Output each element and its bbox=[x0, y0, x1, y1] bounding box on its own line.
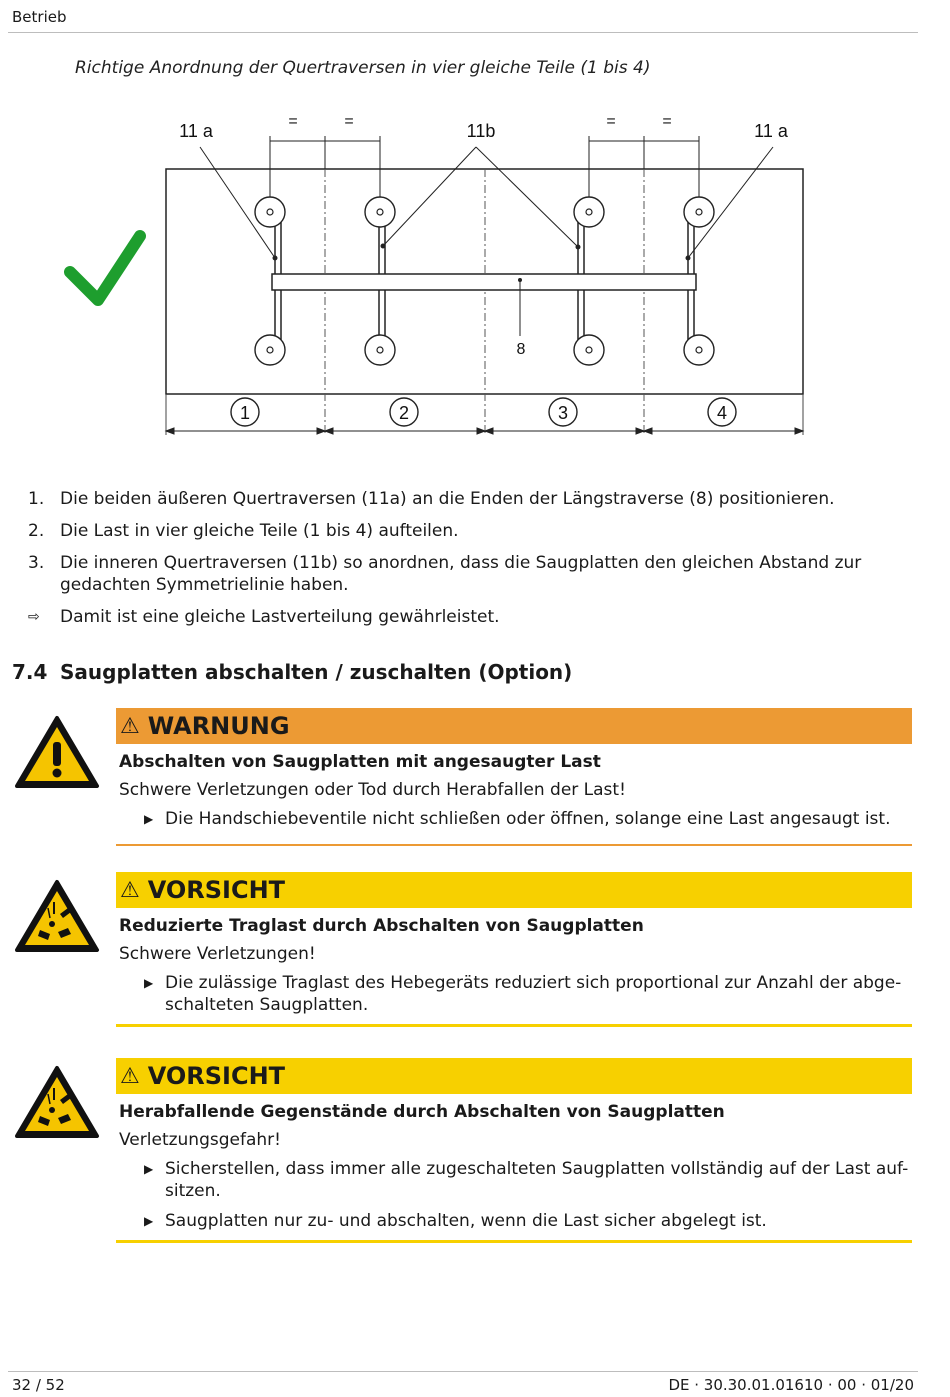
measure-text: Sicherstellen, dass immer alle zugeschalteten Saugplatten vollständig auf der Last auf-sitzen. bbox=[165, 1159, 909, 1201]
step-text: Die inneren Quertraversen (11b) so anordnen, dass die Saugplatten den gleichen Abstand zur gedachten Symmetrielinie haben. bbox=[60, 553, 862, 595]
footer-divider bbox=[8, 1371, 918, 1372]
part-number-2: 2 bbox=[398, 403, 410, 423]
equal-sign: = bbox=[288, 113, 298, 130]
caution-notice bbox=[116, 1058, 912, 1243]
crossbar-arrangement-diagram bbox=[0, 100, 950, 445]
equal-sign: = bbox=[344, 113, 354, 130]
measure-text: Die zulässige Traglast des Hebegeräts reduziert sich proportional zur Anzahl der abge-schalteten Saugplatten. bbox=[165, 973, 902, 1015]
instruction-steps bbox=[28, 488, 908, 638]
caution-signal-bar bbox=[116, 872, 912, 908]
part-circles bbox=[231, 398, 736, 426]
warning-triangle-icon: ⚠ bbox=[120, 877, 140, 903]
result-text: Damit ist eine gleiche Lastverteilung gewährleistet. bbox=[60, 607, 500, 627]
check-mark-icon bbox=[70, 236, 140, 300]
document-id: DE · 30.30.01.01610 · 00 · 01/20 bbox=[668, 1376, 914, 1394]
bullet-arrow-icon: ▶ bbox=[144, 812, 154, 826]
warning-general-sign-icon bbox=[14, 714, 100, 790]
label-11b: 11b bbox=[466, 121, 496, 141]
list-item bbox=[28, 488, 908, 510]
notice-description: Schwere Verletzungen! bbox=[119, 944, 316, 964]
notice-headline: Herabfallende Gegenstände durch Abschalten von Saugplatten bbox=[119, 1102, 725, 1122]
notice-headline: Reduzierte Traglast durch Abschalten von Saugplatten bbox=[119, 916, 644, 936]
result-arrow-icon: ⇨ bbox=[28, 609, 40, 625]
page-number: 32 / 52 bbox=[12, 1376, 65, 1394]
part-number-4: 4 bbox=[716, 403, 728, 423]
falling-objects-sign-icon bbox=[14, 878, 100, 954]
page-header-title: Betrieb bbox=[12, 8, 67, 26]
notice-measures bbox=[116, 972, 912, 1016]
list-item bbox=[28, 552, 908, 596]
falling-objects-sign-icon bbox=[14, 1064, 100, 1140]
equal-sign: = bbox=[606, 113, 616, 130]
header-divider bbox=[8, 32, 918, 33]
section-heading bbox=[12, 660, 572, 684]
figure-caption: Richtige Anordnung der Quertraversen in vier gleiche Teile (1 bis 4) bbox=[75, 58, 651, 78]
list-item bbox=[116, 808, 912, 830]
list-item bbox=[116, 972, 912, 1016]
notice-description: Schwere Verletzungen oder Tod durch Herabfallen der Last! bbox=[119, 780, 626, 800]
step-text: Die Last in vier gleiche Teile (1 bis 4) aufteilen. bbox=[60, 521, 459, 541]
part-number-3: 3 bbox=[557, 403, 569, 423]
step-number: 1. bbox=[28, 489, 45, 509]
section-title-text: Saugplatten abschalten / zuschalten (Option) bbox=[60, 660, 573, 684]
signal-word: VORSICHT bbox=[147, 1062, 286, 1090]
step-number: 2. bbox=[28, 521, 45, 541]
caution-notice bbox=[116, 872, 912, 1027]
list-item bbox=[28, 520, 908, 542]
list-item bbox=[116, 1158, 912, 1202]
measure-text: Saugplatten nur zu- und abschalten, wenn die Last sicher abgelegt ist. bbox=[165, 1211, 767, 1231]
warning-notice bbox=[116, 708, 912, 846]
notice-description: Verletzungsgefahr! bbox=[119, 1130, 281, 1150]
notice-bottom-rule bbox=[116, 844, 912, 846]
equal-sign: = bbox=[662, 113, 672, 130]
result-item bbox=[28, 606, 908, 628]
caution-signal-bar bbox=[116, 1058, 912, 1094]
notice-bottom-rule bbox=[116, 1024, 912, 1027]
warning-triangle-icon: ⚠ bbox=[120, 1063, 140, 1089]
step-number: 3. bbox=[28, 553, 45, 573]
part-number-1: 1 bbox=[239, 403, 251, 423]
longitudinal-beam bbox=[272, 274, 696, 290]
section-number: 7.4 bbox=[12, 660, 48, 684]
signal-word: WARNUNG bbox=[147, 712, 290, 740]
notice-bottom-rule bbox=[116, 1240, 912, 1243]
step-text: Die beiden äußeren Quertraversen (11a) an die Enden der Längstraverse (8) positionieren. bbox=[60, 489, 835, 509]
bullet-arrow-icon: ▶ bbox=[144, 1162, 154, 1176]
bullet-arrow-icon: ▶ bbox=[144, 976, 154, 990]
label-beam-8: 8 bbox=[516, 341, 526, 358]
notice-measures bbox=[116, 808, 912, 830]
measure-text: Die Handschiebeventile nicht schließen oder öffnen, solange eine Last angesaugt ist. bbox=[165, 809, 891, 829]
bullet-arrow-icon: ▶ bbox=[144, 1214, 154, 1228]
notice-headline: Abschalten von Saugplatten mit angesaugter Last bbox=[119, 752, 601, 772]
warning-signal-bar bbox=[116, 708, 912, 744]
warning-triangle-icon: ⚠ bbox=[120, 713, 140, 739]
notice-measures bbox=[116, 1158, 912, 1232]
label-11a-right: 11 a bbox=[754, 121, 788, 141]
list-item bbox=[116, 1210, 912, 1232]
signal-word: VORSICHT bbox=[147, 876, 286, 904]
label-11a-left: 11 a bbox=[179, 121, 213, 141]
